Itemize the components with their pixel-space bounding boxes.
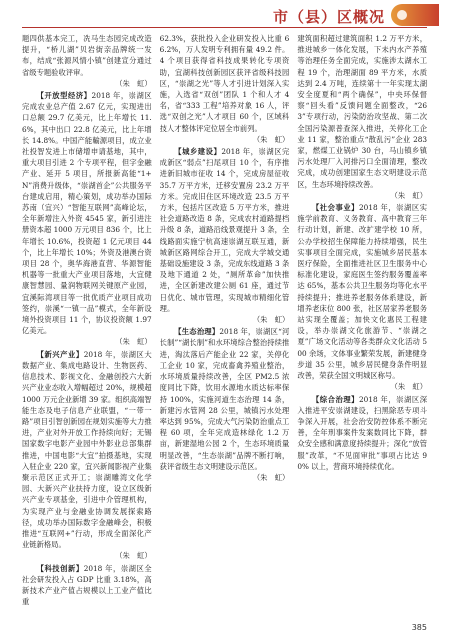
paragraph-text: 2018 年，崇湖区“河长制”“湖长制”和水环境综合整治持续推进，淘汰落后产能企业 22 家，关停化工企业 10 家，完成畜禽养殖业整治，水环境质量持续改善，全区 PM2.5 浓度同比下降，饮用水源地水质达标率保持 100%，实施河道生态治理 14 条，新建污水管网 28 公里，城镇污水处理率达到 95%，完成大气污染防治重点工程 60 项，全年完成造林绿化 1.2 万亩，新建湿地公园 2 个，生态环境质量明显改善，“生态崇湖”品牌不断打响，获评省级生态文明建设示范区。 [159,327,290,471]
section-heading: 【城乡建设】 [174,147,222,157]
section-title: 市（县）区概况 [272,8,385,26]
paragraph-text: 2018 年，崇湖区完成新区“弱点”扫尾项目 10 个，有序推进新旧城市征收 14 个，完成房屋征收 35.7 万平方米，迁移安置房 23.2 万平方米。完成旧住区环境改造 23.5 万平方米，包括片区改造 5 万平方米，推进社会道路改造 8 条，完成农村道路提档升级 8 条，道路沿线景观提升 3 条，全线路面实施宁杭高速崇湖互联互通，新城新区路网综合开工，完成大学城交通基础设施建设 3 条，完成东线道路 3 条及地下通道 2 处，“厕所革命”加快推进，全区新建改建公厕 61 座，通过节日优化、城市管理，实现城市精细化管理。 [159,147,290,313]
author-signature: （朱 虹） [115,337,152,347]
column-1 [22,33,152,617]
section-corner-decoration [391,4,439,26]
section-heading: 【新兴产业】 [36,349,84,359]
section-heading: 【科技创新】 [36,563,84,573]
section-paragraph [297,202,427,381]
author-signature: （朱 虹） [252,315,290,325]
header-divider [22,27,427,28]
section-heading: 【综合治理】 [311,394,360,404]
paragraph-text: 2018 年，崇湖区完成农业总产值 2.67 亿元，实现进出口总额 29.7 亿美元，比上年增长 11.6%，其中出口 22.8 亿美元，比上年增长 14.8%。中国产能輸源项目，成立业社投智发进上市储增申请基地，其中，重大项目引进 2 个专项平程，但字金融产业、延开 5 项目，所报新高能“1+N”消费升级体，“崇湖首企”公共服务平台建成启用，精心策划，成功举办国际苏南（宜兴）“智能互联网”高峰论坛，全年新增注入外资 4545 家，新引进注册资本超 1000 万元项目 836 个，比上年增长 10.6%，投资超 1 亿元项目 44 个，比上年增长 10%；外资及港澳台资项目 28 个，奥华海港直营、华源智能机器等一批重大产业项目落地，大宜健康智慧园、量润物联网关键原产业园，宜溪际湾项目等一批优质产业项目成功签约，崇溪“一镇一品”模式，全年新设境外投资项目 11 个，协议投资额 1.97 亿美元。 [22,91,152,336]
paragraph-text: 题四供基本完工，冼马生态园完成改造提升，“桥儿湖”贝岩街亲品牌统一发布，结成“张源风情小镇”创建宣分通过省级专题验收评审。 [22,34,152,77]
section-paragraph [22,349,152,551]
author-signature: （朱 虹） [252,472,290,482]
article-body [22,33,427,617]
section-heading: 【开放型经济】 [36,91,92,101]
section-heading: 【生态治理】 [174,327,220,337]
section-paragraph [160,326,290,472]
paragraph-text: 62.3%，获批投入企业研发投入比重 66.2%，万人发明专利拥有量 49.2 件。4 个项目获得省科技成果转化专项资助，宜湖科技创新园区获评省级科技园区，“崇湖之光”等人才引进计划深入实施，入选省“双创”团队 1 个和人才 4 名，省“333 工程”培养对象 16 人，评选“双创之光”人才项目 60 个，区域科技人才整体评定位居全市前列。 [159,34,290,133]
paragraph-text: 建筑面积超过建筑面积 1.2 万平方米，推进城乡一体化发展，下未内水产养殖等治理任务全面完成，实施涉太湖水工程 19 个，治理湖面 89 平方米，水质达到 2.4 万吨，连续第十一年实现太湖安全度夏和“两个确保”，中央环保督察“回头看”反馈问题全面整改，“263”专项行动，污染防治攻坚战、第二次全国污染源普查深入推进，关停化工企业 11 家，整治重点“散乱污”企业 283 家，燃煤工业锅炉 30 台，马山镇乡镇污水处理厂入河排污口全面清理，整改完成，成功创建国家生态文明建设示范区，生态环境持续改善。 [297,34,428,189]
author-signature: （朱 虹） [390,382,428,392]
page-number: 385 [411,623,427,632]
paragraph-text: 2018 年，崇湖区大数据产业、集成电路设计、生物医药、信息技术、影视文化、金融创投六大新兴产业业态收入增幅超过 20%，规模超 1000 万元企业新增 39 家。组织高端智能生态及电子信息产业联盟，“一带一路”项目引智创新园在规划实施等大力推进，产业对外开放工作持续向好；无锡国家数字电影产业园中外影业总部集群推进，中国电影“大宜”拍摄基地，实现入驻企业 220 家，宜兴新闻影视产业集聚示范区正式开工；崇湖雕湾文化学园、大新兴产业扶持力度，设立区级新兴产业专项基金，引进中介管理机构，为实现产业与金融业协调发展探索路径，成功举办国际数字金融峰会，积极推进“互联网+”行动，形成全面深化产业链新格局。 [22,349,152,550]
section-paragraph [160,146,290,314]
author-signature: （朱 虹） [390,190,428,200]
paragraph-text: 2018 年，崇湖区全社会研发投入占 GDP 比重 3.18%，高新技术产业产值占规模以上工业产值比重 [22,563,152,607]
author-signature: （朱 虹） [115,78,152,88]
author-signature: （朱 虹） [252,134,290,144]
page-header [0,0,449,30]
section-heading: 【社会事业】 [311,203,360,213]
author-signature: （朱 虹） [115,551,152,561]
paragraph-text: 2018 年，崇湖区实施学前教育、义务教育、高中教育三年行动计划，新建、改扩建学校 10 所，公办学校招生保障能力持续增强，民生实事项目全面完成，实施城乡居民基本医疗保险，全面推进社区卫生服务中心标准化建设，家庭医生签约服务覆盖率达 65%，基本公共卫生服务均等化水平持续提升；推进养老服务体系建设，新增养老床位 800 张，社区居家养老服务站实现全覆盖；加快文化惠民工程建设，举办崇湖文化旅游节、“崇湖之夏”广场文化活动等各类群众文化活动 500 余场，文体事业繁荣发展，新建健身步道 35 公里，城乡居民健身条件明显改善，荣获全国文明城区称号。 [297,203,428,381]
section-paragraph [297,394,427,472]
column-3 [297,33,427,617]
section-paragraph [22,90,152,336]
column-2 [160,33,290,617]
paragraph-text: 2018 年，崇湖区深入推进平安崇湖建设，扫黑除恶专项斗争深入开展，社会治安防控体系不断完善，全年刑事案件发案数同比下降，群众安全感和满意度持续提升；深化“放管服”改革，“不见面审批”事项占比达 90% 以上，营商环境持续优化。 [297,394,428,471]
section-paragraph [22,563,152,608]
